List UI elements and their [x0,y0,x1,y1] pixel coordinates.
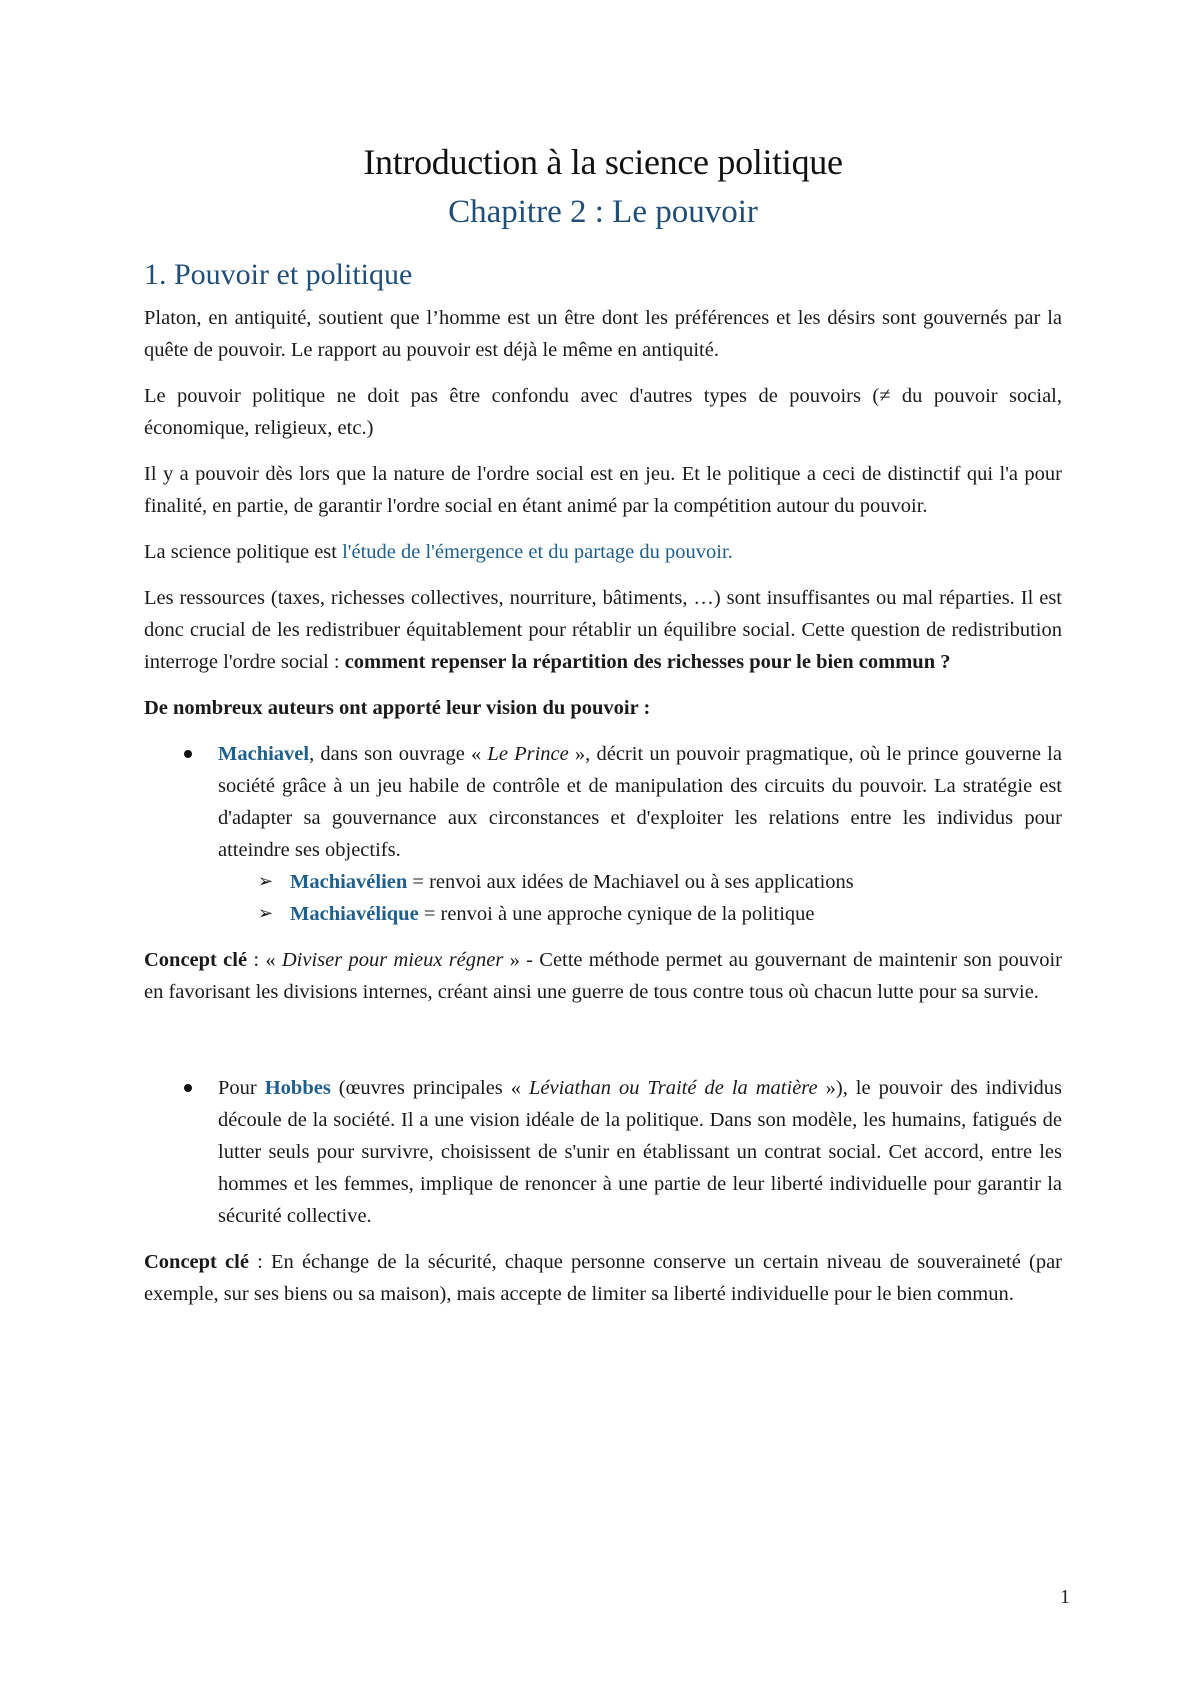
paragraph-concept-hobbes [144,1246,1062,1310]
page-number: 1 [1060,1586,1070,1608]
ressources-question: comment repenser la répartition des richesses pour le bien commun ? [344,651,951,673]
definition-highlight: l'étude de l'émergence et du partage du pouvoir [342,541,728,563]
machiavel-work-title: Le Prince [487,743,569,765]
paragraph-ordre-social: Il y a pouvoir dès lors que la nature de l'ordre social est en jeu. Et le politique a ceci de distinctif qui l'a pour finalité, en partie, de garantir l'ordre social en étant animé par la compétition autour du pouvoir. [144,463,1062,517]
definition-suffix: . [727,541,733,563]
ressources-text: Les ressources (taxes, richesses collectives, nourriture, bâtiments, …) sont insuffisantes ou mal réparties. Il est donc crucial de les redistribuer équitablement pour rétablir un équilibre social. Cette question de redistribution interroge l'ordre social : [144,587,1062,673]
machiavel-text-1: , dans son ouvrage « [309,743,488,765]
concept-pre: : « [247,949,282,971]
definition-prefix: La science politique est [144,541,343,563]
authors-intro-text: De nombreux auteurs ont apporté leur vision du pouvoir : [144,697,651,719]
list-item-machiavelique [218,898,1062,930]
document-title: Introduction à la science politique [363,142,843,182]
list-item-hobbes [144,1072,1062,1232]
paragraph-definition [144,536,1062,568]
paragraph-platon: Platon, en antiquité, soutient que l’homme est un être dont les préférences et les désirs sont gouvernés par la quête de pouvoir. Le rapport au pouvoir est déjà le même en antiquité. [144,307,1062,361]
paragraph-pouvoir-politique: Le pouvoir politique ne doit pas être confondu avec d'autres types de pouvoirs (≠ du pouvoir social, économique, religieux, etc.) [144,385,1062,439]
concept-label: Concept clé [144,1251,249,1273]
machiavel-list [144,738,1062,930]
author-name-machiavel: Machiavel [218,743,310,765]
hobbes-text-1: (œuvres principales « [330,1077,530,1099]
concept-quote: Diviser pour mieux régner [281,949,504,971]
document-page [144,140,1062,1324]
term-machiavelique: Machiavélique [290,903,419,925]
chapter-subtitle: Chapitre 2 : Le pouvoir [448,194,758,230]
bullet-icon [184,1084,192,1092]
concept-text: » - Cette méthode permet au gouvernant de maintenir son pouvoir en favorisant les divisions internes, créant ainsi une guerre de tous contre tous où chacun lutte pour sa survie. [144,949,1062,1003]
hobbes-pre: Pour [218,1077,265,1099]
definition-machiavelien: = renvoi aux idées de Machiavel ou à ses applications [407,871,854,893]
hobbes-list [144,1072,1062,1232]
section-heading: 1. Pouvoir et politique [144,258,413,291]
concept-text: : En échange de la sécurité, chaque personne conserve un certain niveau de souveraineté (par exemple, sur ses biens ou sa maison), mais accepte de limiter sa liberté individuelle pour le bien commun. [144,1251,1062,1305]
authors-intro [144,692,1062,724]
hobbes-text-2: »), le pouvoir des individus découle de la société. Il a une vision idéale de la politique. Dans son modèle, les humains, fatigués de lutter seuls pour survivre, choisissent de s'unir en établissant un contrat social. Cet accord, entre les hommes et les femmes, implique de renoncer à une partie de leur liberté individuelle pour garantir la sécurité collective. [218,1077,1062,1227]
author-name-hobbes: Hobbes [264,1077,331,1099]
arrow-bullet-icon: ➢ [258,903,274,924]
paragraph-concept-machiavel [144,944,1062,1008]
list-item-machiavel [144,738,1062,930]
machiavel-sublist [218,866,1062,930]
hobbes-work-title: Léviathan ou Traité de la matière [529,1077,818,1099]
spacer [144,1022,1062,1072]
machiavel-text-2: », décrit un pouvoir pragmatique, où le prince gouverne la société grâce à un jeu habile de contrôle et de manipulation des circuits du pouvoir. La stratégie est d'adapter sa gouvernance aux circonstances et d'exploiter les relations entre les individus pour atteindre ses objectifs. [218,743,1062,861]
term-machiavelien: Machiavélien [290,871,408,893]
bullet-icon [184,750,192,758]
paragraph-ressources [144,582,1062,678]
list-item-machiavelien [218,866,1062,898]
definition-machiavelique: = renvoi à une approche cynique de la politique [418,903,815,925]
arrow-bullet-icon: ➢ [258,871,274,892]
concept-label: Concept clé [144,949,248,971]
